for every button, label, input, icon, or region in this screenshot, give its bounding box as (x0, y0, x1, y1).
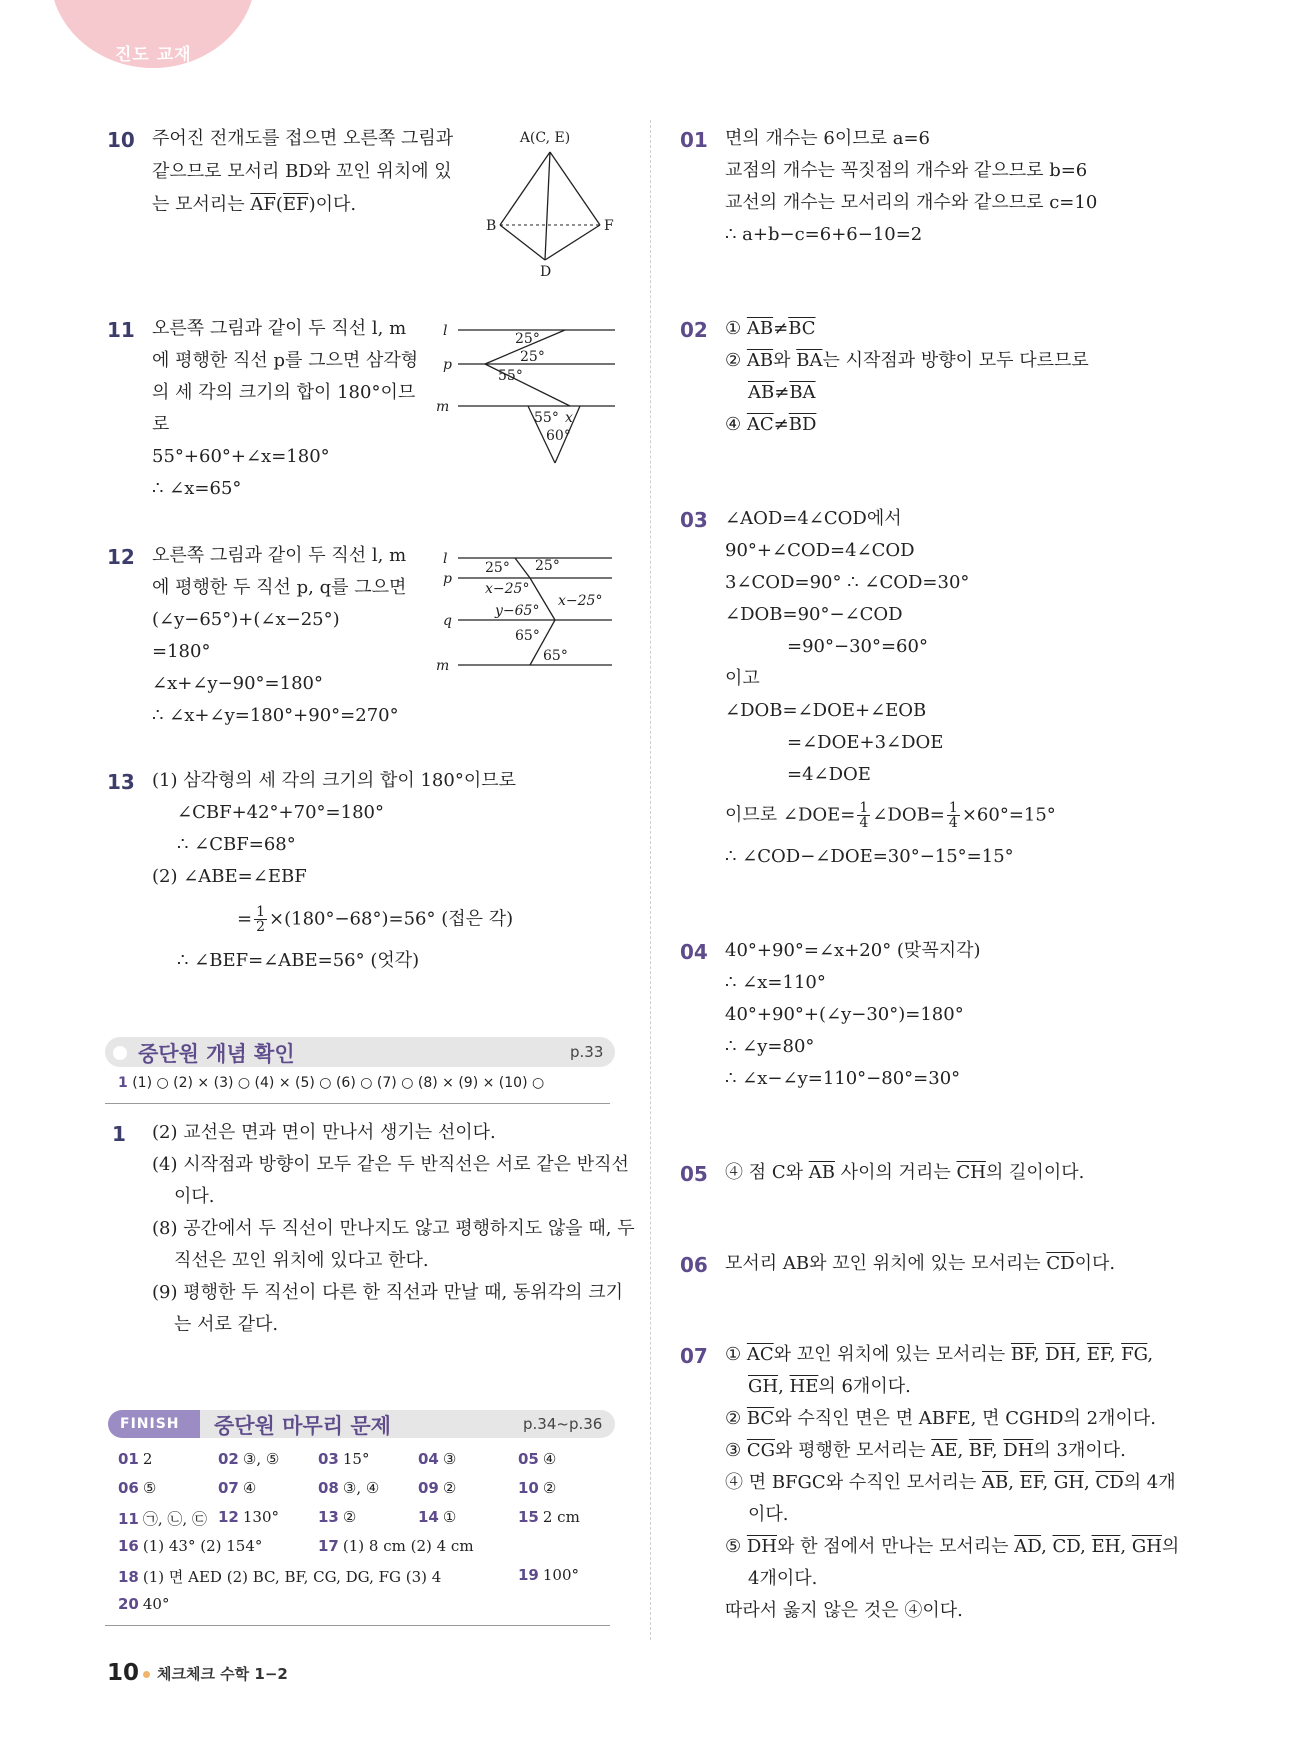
line-label-p: p (443, 357, 452, 373)
answer-item: 18 (1) 면 AED (2) BC, BF, CG, DG, FG (3) 4 (118, 1568, 442, 1586)
text-line: ∴ ∠BEF=∠ABE=56° (엇각) (177, 950, 420, 971)
answer-item: 13 ② (318, 1508, 357, 1526)
text-line: = $\frac{1}{2}$ ×(180°−68°)=56° (접은 각) (237, 904, 514, 935)
text-line: 이고 (725, 668, 760, 689)
concept-check-title: 중단원 개념 확인 (138, 1042, 295, 1066)
text-line: 로 (152, 414, 170, 435)
finish-badge-label: FINISH (120, 1416, 180, 1432)
text-line: (∠y−65°)+(∠x−25°) (152, 609, 340, 630)
text-line: ∴ ∠x+∠y=180°+90°=270° (152, 705, 399, 726)
answer-item: 02 ③, ⑤ (218, 1450, 280, 1468)
text-line: =180° (152, 641, 211, 662)
question-number: 03 (680, 508, 708, 532)
text-line: ① $\overline{AB}\ne\overline{BC}$ (725, 318, 816, 339)
text-line: ∴ ∠CBF=68° (177, 834, 296, 855)
banner-dot-icon (113, 1046, 127, 1060)
question-number: 06 (680, 1253, 708, 1277)
column-divider (650, 120, 651, 1640)
line-label-p: p (443, 571, 452, 587)
text-line: 40°+90°=∠x+20° (맞꼭지각) (725, 940, 981, 961)
angle-label: 25° (535, 558, 560, 574)
text-line: (8) 공간에서 두 직선이 만나지도 않고 평행하지도 않을 때, 두 (152, 1218, 635, 1239)
text-line: ∠CBF+42°+70°=180° (177, 802, 384, 823)
text-line: 4개이다. (748, 1568, 818, 1589)
parallel-lines-figure-12 (436, 550, 620, 685)
answer-item: 12 130° (218, 1508, 280, 1526)
angle-label: x−25° (485, 581, 530, 597)
text-line: 에 평행한 직선 p를 그으면 삼각형 (152, 350, 419, 371)
text-line: 40°+90°+(∠y−30°)=180° (725, 1004, 964, 1025)
text-line: (2) ∠ABE=∠EBF (152, 866, 307, 887)
answer-item: 06 ⑤ (118, 1479, 157, 1497)
angle-label: 25° (485, 560, 510, 576)
angle-label: 65° (543, 648, 568, 664)
text-line: 이므로 ∠DOE= $\frac{1}{4}$ ∠DOB= $\frac{1}{4}$ ×60°=15° (725, 800, 1056, 831)
text-line: 는 서로 같다. (174, 1314, 279, 1335)
text-line: ∴ a+b−c=6+6−10=2 (725, 224, 923, 245)
line-label-m: m (436, 658, 450, 674)
question-number: 01 (680, 128, 708, 152)
finish-title: 중단원 마무리 문제 (214, 1414, 391, 1438)
answer-item: 05 ④ (518, 1450, 557, 1468)
answer-item: 10 ② (518, 1479, 557, 1497)
text-line: $\overline{GH}$, $\overline{HE}$의 6개이다. (748, 1376, 911, 1397)
line-label-m: m (436, 399, 450, 415)
question-number: 11 (107, 318, 135, 342)
line-label-l: l (443, 323, 448, 339)
answer-item: 20 40° (118, 1595, 170, 1613)
parallel-lines-figure-11 (436, 318, 620, 463)
text-line: ② $\overline{AB}$와 $\overline{BA}$는 시작점과 방향이 모두 다르므로 (725, 350, 1089, 371)
text-line: ④ $\overline{AC}\ne\overline{BD}$ (725, 414, 817, 435)
text-line: 같으므로 모서리 BD와 꼬인 위치에 있 (152, 161, 452, 182)
vertex-label-d: D (540, 264, 552, 280)
text-line: 모서리 AB와 꼬인 위치에 있는 모서리는 $\overline{CD}$이다. (725, 1253, 1116, 1274)
text-line: 면의 개수는 6이므로 a=6 (725, 128, 930, 149)
line-label-q: q (443, 613, 452, 629)
angle-label: 25° (515, 331, 540, 347)
text-line: 교선의 개수는 모서리의 개수와 같으므로 c=10 (725, 192, 1098, 213)
text-line: ∠AOD=4∠COD에서 (725, 508, 902, 529)
question-number: 05 (680, 1162, 708, 1186)
concept-check-answers: 1 (1) ○ (2) × (3) ○ (4) × (5) ○ (6) ○ (7) ○ (8) × (9) × (10) ○ (118, 1075, 545, 1091)
text-line: (4) 시작점과 방향이 모두 같은 두 반직선은 서로 같은 반직선 (152, 1154, 629, 1175)
divider-line (105, 1103, 610, 1104)
answer-item: 15 2 cm (518, 1508, 580, 1526)
text-line: =4∠DOE (787, 764, 871, 785)
question-number: 12 (107, 545, 135, 569)
text-line: 3∠COD=90° ∴ ∠COD=30° (725, 572, 970, 593)
text-line: ② $\overline{BC}$와 수직인 면은 면 ABFE, 면 CGHD의 2개이다. (725, 1408, 1156, 1429)
text-line: 이다. (748, 1504, 789, 1525)
text-line: 55°+60°+∠x=180° (152, 446, 330, 467)
answer-item: 17 (1) 8 cm (2) 4 cm (318, 1537, 474, 1555)
text-line: ∴ ∠x−∠y=110°−80°=30° (725, 1068, 961, 1089)
text-line: ∠DOB=∠DOE+∠EOB (725, 700, 927, 721)
angle-label-x: x (565, 410, 573, 426)
text-line: ③ $\overline{CG}$와 평행한 모서리는 $\overline{AE}$, $\overline{BF}$, $\overline{DH}$의 3개이다. (725, 1440, 1126, 1461)
answer-item: 11 ㉠, ㉡, ㉢ (118, 1510, 207, 1528)
fraction: $\frac{1}{2}$ (256, 904, 266, 935)
text-line: ∴ ∠x=110° (725, 972, 826, 993)
text-line: 따라서 옳지 않은 것은 ④이다. (725, 1600, 963, 1621)
text-line: (1) 삼각형의 세 각의 크기의 합이 180°이므로 (152, 770, 517, 791)
question-number: 07 (680, 1344, 708, 1368)
text-line: ∴ ∠COD−∠DOE=30°−15°=15° (725, 846, 1014, 867)
angle-label: 55° (498, 368, 523, 384)
footer-book-title: 체크체크 수학 1−2 (157, 1665, 288, 1683)
question-number: 04 (680, 940, 708, 964)
text-line: (9) 평행한 두 직선이 다른 한 직선과 만날 때, 동위각의 크기 (152, 1282, 623, 1303)
answer-item: 09 ② (418, 1479, 457, 1497)
divider-line (105, 1625, 610, 1626)
text-line: 의 세 각의 크기의 합이 180°이므 (152, 382, 416, 403)
answer-item: 16 (1) 43° (2) 154° (118, 1537, 263, 1555)
text-line: ① $\overline{AC}$와 꼬인 위치에 있는 모서리는 $\overline{BF}$, $\overline{DH}$, $\overline{EF}$, $\overline{FG}$, (725, 1344, 1154, 1365)
text-line: ④ 면 BFGC와 수직인 모서리는 $\overline{AB}$, $\overline{EF}$, $\overline{GH}$, $\overline{CD}$의 4개 (725, 1472, 1176, 1493)
question-number: 02 (680, 318, 708, 342)
concept-check-page: p.33 (570, 1043, 604, 1061)
text-line: 90°+∠COD=4∠COD (725, 540, 915, 561)
answer-item: 04 ③ (418, 1450, 457, 1468)
angle-label: 60° (546, 428, 571, 444)
text-line: ⑤ $\overline{DH}$와 한 점에서 만나는 모서리는 $\overline{AD}$, $\overline{CD}$, $\overline{EH}$, $\overline{GH}$의 (725, 1536, 1180, 1557)
text-line: ④ 점 C와 $\overline{AB}$ 사이의 거리는 $\overline{CH}$의 길이이다. (725, 1162, 1085, 1183)
text-line: ∠x+∠y−90°=180° (152, 673, 323, 694)
text-line: 주어진 전개도를 접으면 오른쪽 그림과 (152, 128, 454, 149)
angle-label: 65° (515, 628, 540, 644)
text-line: 오른쪽 그림과 같이 두 직선 l, m (152, 318, 407, 339)
vertex-label-b: B (486, 218, 497, 234)
answer-item: 14 ① (418, 1508, 457, 1526)
question-number: 13 (107, 770, 135, 794)
text-line: 오른쪽 그림과 같이 두 직선 l, m (152, 545, 407, 566)
text-line: ∴ ∠x=65° (152, 478, 242, 499)
text-line: 이다. (174, 1186, 215, 1207)
text-line: =90°−30°=60° (787, 636, 928, 657)
text-line: ∴ ∠y=80° (725, 1036, 815, 1057)
footer-dot-icon (143, 1671, 150, 1678)
line-label-l: l (443, 551, 448, 567)
tetrahedron-figure (480, 130, 620, 285)
answer-item: 07 ④ (218, 1479, 257, 1497)
text-line: 는 모서리는 $\overline{AF}(\overline{EF})$이다. (152, 194, 357, 215)
text-line: (2) 교선은 면과 면이 만나서 생기는 선이다. (152, 1122, 496, 1143)
fraction: $\frac{1}{4}$ (948, 800, 958, 831)
header-tab-label: 진도 교재 (115, 45, 192, 65)
answer-item: 01 2 (118, 1450, 153, 1468)
finish-page: p.34~p.36 (523, 1415, 603, 1433)
text-line: $\overline{AB}\ne\overline{BA}$ (748, 382, 816, 403)
text-line: 교점의 개수는 꼭짓점의 개수와 같으므로 b=6 (725, 160, 1088, 181)
answer-item: 03 15° (318, 1450, 370, 1468)
text-line: ∠DOB=90°−∠COD (725, 604, 903, 625)
text-line: =∠DOE+3∠DOE (787, 732, 944, 753)
answer-item: 08 ③, ④ (318, 1479, 380, 1497)
answer-item: 19 100° (518, 1566, 580, 1584)
angle-label: 55° (534, 410, 559, 426)
question-number: 1 (112, 1122, 126, 1146)
angle-label: 25° (520, 349, 545, 365)
vertex-label-a: A(C, E) (519, 130, 571, 146)
angle-label: x−25° (558, 593, 603, 609)
vertex-label-f: F (604, 218, 614, 234)
text-line: 에 평행한 두 직선 p, q를 그으면 (152, 577, 407, 598)
fraction: $\frac{1}{4}$ (859, 800, 869, 831)
angle-label: y−65° (495, 603, 540, 619)
text-line: 직선은 꼬인 위치에 있다고 한다. (174, 1250, 429, 1271)
question-number: 10 (107, 128, 135, 152)
footer-page-number: 10 (107, 1660, 140, 1686)
